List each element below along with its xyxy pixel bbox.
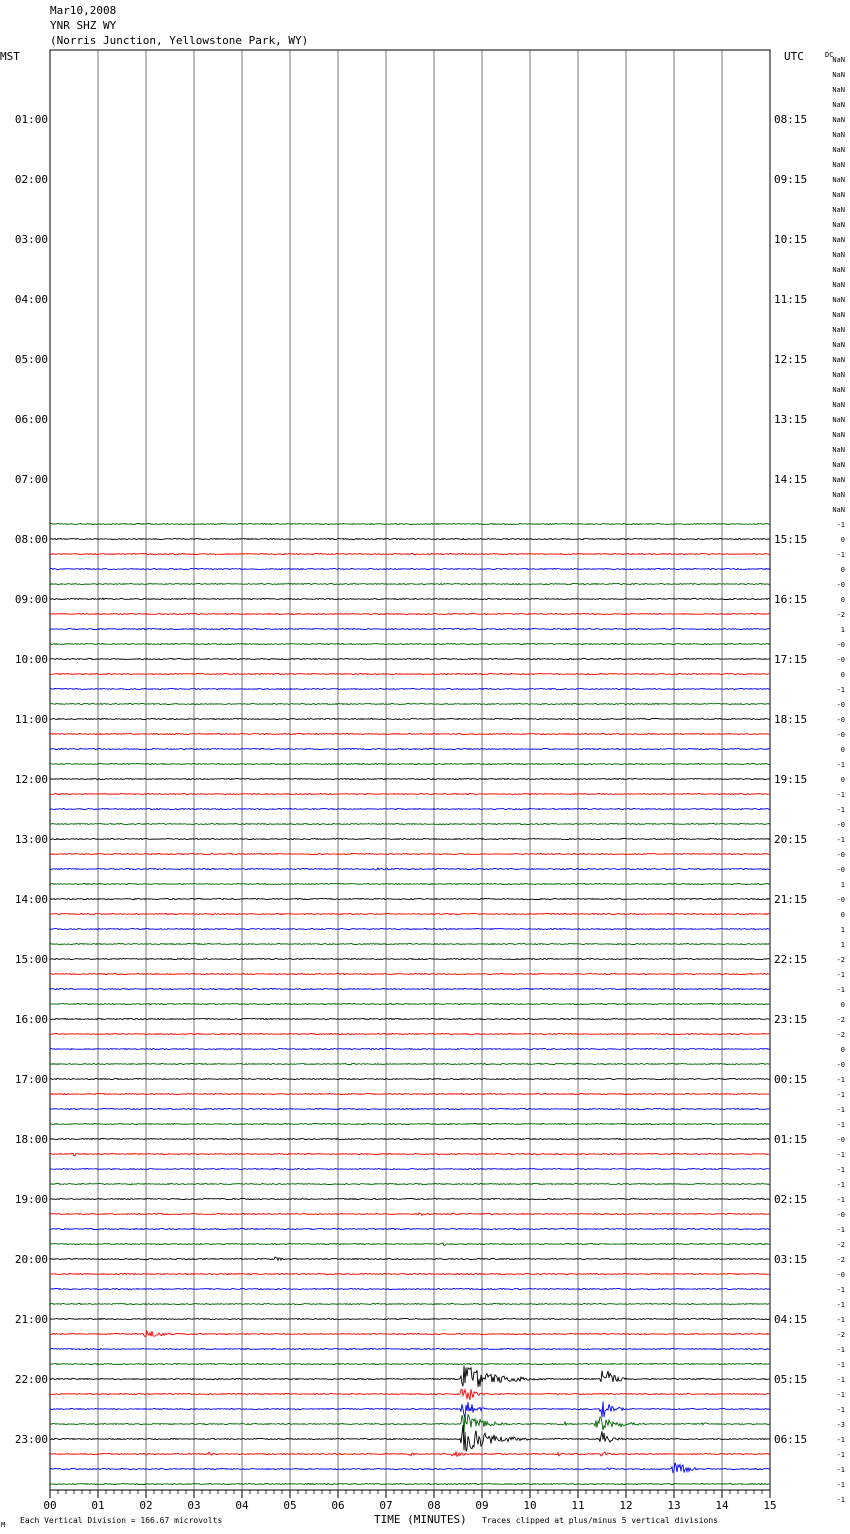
trace-line [50, 1064, 770, 1065]
dc-offset-value: 0 [840, 566, 845, 574]
dc-offset-value: NaN [832, 116, 845, 124]
utc-hour-label: 18:15 [774, 713, 808, 726]
utc-hour-label: 06:15 [774, 1433, 808, 1446]
dc-offset-value: -1 [836, 1391, 845, 1399]
dc-offset-value: -1 [836, 1346, 845, 1354]
dc-offset-value: NaN [832, 266, 845, 274]
dc-offset-value: -1 [836, 1151, 845, 1159]
trace-line [50, 959, 770, 960]
dc-offset-value: 0 [840, 911, 845, 919]
mst-hour-label: 15:00 [14, 953, 48, 966]
dc-offset-value: -1 [836, 1481, 845, 1489]
utc-hour-label: 10:15 [774, 233, 808, 246]
utc-hour-label: 11:15 [774, 293, 808, 306]
dc-offset-value: NaN [832, 131, 845, 139]
dc-offset-value: -0 [836, 641, 845, 649]
dc-offset-value: NaN [832, 371, 845, 379]
date-label: Mar10,2008 [50, 4, 117, 17]
dc-offset-value: -1 [836, 1496, 845, 1504]
x-tick-label: 14 [715, 1499, 729, 1512]
dc-offset-value: NaN [832, 341, 845, 349]
trace-line [50, 569, 770, 570]
mst-hour-label: 05:00 [14, 353, 48, 366]
trace-line [50, 1274, 770, 1275]
x-tick-label: 12 [619, 1499, 633, 1512]
trace-line [50, 794, 770, 795]
mst-hour-label: 16:00 [14, 1013, 48, 1026]
dc-offset-value: -1 [836, 1361, 845, 1369]
dc-offset-value: NaN [832, 146, 845, 154]
dc-offset-value: -2 [836, 611, 845, 619]
dc-offset-value: 1 [840, 941, 845, 949]
dc-offset-value: -1 [836, 1181, 845, 1189]
trace-line [50, 824, 770, 825]
trace-line [50, 868, 770, 870]
utc-hour-label: 22:15 [774, 953, 808, 966]
dc-offset-value: 0 [840, 776, 845, 784]
dc-offset-value: NaN [832, 296, 845, 304]
dc-offset-value: -2 [836, 1256, 845, 1264]
dc-offset-value: -0 [836, 731, 845, 739]
utc-hour-label: 14:15 [774, 473, 808, 486]
mst-hour-label: 10:00 [14, 653, 48, 666]
trace-line [50, 749, 770, 750]
dc-offset-value: -0 [836, 851, 845, 859]
trace-line [50, 1049, 770, 1050]
utc-hour-label: 23:15 [774, 1013, 808, 1026]
utc-hour-label: 19:15 [774, 773, 808, 786]
trace-line [50, 914, 770, 915]
trace-line [50, 764, 770, 765]
plot-frame [50, 50, 770, 1498]
dc-offset-value: NaN [832, 221, 845, 229]
dc-offset-value: -1 [836, 1106, 845, 1114]
x-tick-label: 02 [139, 1499, 153, 1512]
utc-hour-label: 03:15 [774, 1253, 808, 1266]
dc-offset-value: 0 [840, 746, 845, 754]
x-tick-label: 11 [571, 1499, 585, 1512]
trace-line [50, 1004, 770, 1005]
mst-hour-label: 06:00 [14, 413, 48, 426]
right-timezone-label: UTC [784, 50, 804, 63]
mst-hour-label: 12:00 [14, 773, 48, 786]
dc-offset-value: -0 [836, 821, 845, 829]
dc-offset-value: NaN [832, 386, 845, 394]
dc-offset-value: NaN [832, 176, 845, 184]
mst-hour-label: 07:00 [14, 473, 48, 486]
dc-offset-value: -2 [836, 1031, 845, 1039]
dc-offset-value: -0 [836, 656, 845, 664]
mst-hour-label: 03:00 [14, 233, 48, 246]
dc-offset-value: -1 [836, 1316, 845, 1324]
trace-line [50, 1213, 770, 1216]
trace-line [50, 1109, 770, 1110]
x-tick-label: 04 [235, 1499, 249, 1512]
dc-offset-value: -2 [836, 1331, 845, 1339]
clip-note: Traces clipped at plus/minus 5 vertical divisions [482, 1516, 719, 1525]
trace-line [50, 1414, 770, 1432]
dc-offset-value: NaN [832, 461, 845, 469]
dc-offset-value: -0 [836, 1136, 845, 1144]
dc-offset-value: NaN [832, 236, 845, 244]
x-tick-label: 10 [523, 1499, 537, 1512]
trace-line [50, 613, 770, 614]
dc-offset-value: -0 [836, 896, 845, 904]
dc-offset-value: NaN [832, 506, 845, 514]
trace-line [50, 1349, 770, 1350]
utc-hour-label: 04:15 [774, 1313, 808, 1326]
dc-offset-value: -2 [836, 1016, 845, 1024]
mst-hour-label: 21:00 [14, 1313, 48, 1326]
trace-line [50, 1199, 770, 1200]
dc-offset-value: -1 [836, 791, 845, 799]
trace-line [50, 538, 770, 539]
dc-offset-value: -1 [836, 1376, 845, 1384]
dc-offset-value: NaN [832, 191, 845, 199]
utc-hour-label: 05:15 [774, 1373, 808, 1386]
x-tick-label: 00 [43, 1499, 57, 1512]
trace-line [50, 1169, 770, 1170]
dc-offset-value: -1 [836, 1436, 845, 1444]
dc-offset-value: -1 [836, 1166, 845, 1174]
utc-hour-label: 01:15 [774, 1133, 808, 1146]
dc-offset-value: -1 [836, 1451, 845, 1459]
trace-line [50, 524, 770, 525]
dc-offset-value: NaN [832, 326, 845, 334]
dc-offset-value: -1 [836, 551, 845, 559]
x-tick-label: 09 [475, 1499, 489, 1512]
dc-offset-value: -1 [836, 971, 845, 979]
corner-mark: M [1, 1521, 6, 1529]
dc-offset-value: -1 [836, 1226, 845, 1234]
mst-hour-label: 09:00 [14, 593, 48, 606]
dc-offset-value: -0 [836, 716, 845, 724]
dc-offset-value: NaN [832, 206, 845, 214]
dc-offset-value: NaN [832, 86, 845, 94]
trace-line [50, 734, 770, 735]
dc-offset-value: NaN [832, 431, 845, 439]
trace-line [50, 779, 770, 780]
trace-line [50, 809, 770, 810]
dc-offset-value: 0 [840, 671, 845, 679]
dc-offset-value: 1 [840, 881, 845, 889]
dc-offset-value: -0 [836, 866, 845, 874]
dc-offset-value: -1 [836, 686, 845, 694]
dc-offset-value: 1 [840, 626, 845, 634]
trace-line [50, 974, 770, 975]
trace-line [50, 1079, 770, 1080]
dc-offset-value: -1 [836, 1076, 845, 1084]
dc-offset-value: -3 [836, 1421, 845, 1429]
trace-line [50, 584, 770, 585]
trace-line [50, 659, 770, 660]
utc-hour-label: 12:15 [774, 353, 808, 366]
axis-labels [15, 56, 845, 1512]
trace-line [50, 1364, 770, 1365]
trace-line [50, 689, 770, 690]
trace-line [50, 1304, 770, 1305]
trace-line [50, 1484, 770, 1485]
trace-line [50, 1184, 770, 1185]
station-label: YNR SHZ WY [50, 19, 117, 32]
dc-offset-value: NaN [832, 56, 845, 64]
trace-line [50, 1452, 770, 1456]
utc-hour-label: 17:15 [774, 653, 808, 666]
dc-offset-value: -0 [836, 581, 845, 589]
dc-offset-value: NaN [832, 491, 845, 499]
dc-offset-value: 0 [840, 536, 845, 544]
mst-hour-label: 23:00 [14, 1433, 48, 1446]
dc-offset-value: NaN [832, 476, 845, 484]
x-tick-label: 08 [427, 1499, 441, 1512]
x-tick-label: 05 [283, 1499, 297, 1512]
trace-line [50, 704, 770, 705]
dc-offset-value: -1 [836, 1301, 845, 1309]
trace-line [50, 1094, 770, 1095]
dc-offset-value: -0 [836, 1061, 845, 1069]
dc-offset-value: 1 [840, 926, 845, 934]
x-axis-title: TIME (MINUTES) [374, 1513, 467, 1526]
seismic-traces [50, 524, 770, 1485]
utc-hour-label: 02:15 [774, 1193, 808, 1206]
mst-hour-label: 13:00 [14, 833, 48, 846]
trace-line [50, 1289, 770, 1290]
x-tick-label: 15 [763, 1499, 777, 1512]
dc-offset-value: -1 [836, 986, 845, 994]
dc-offset-value: NaN [832, 101, 845, 109]
utc-hour-label: 13:15 [774, 413, 808, 426]
trace-line [50, 1331, 770, 1337]
dc-offset-value: -1 [836, 1406, 845, 1414]
x-tick-label: 06 [331, 1499, 345, 1512]
trace-line [50, 1257, 770, 1260]
trace-line [50, 944, 770, 945]
dc-offset-value: NaN [832, 356, 845, 364]
trace-line [50, 1139, 770, 1140]
trace-line [50, 644, 770, 645]
utc-hour-label: 16:15 [774, 593, 808, 606]
dc-offset-value: -2 [836, 1241, 845, 1249]
trace-line [50, 1153, 770, 1156]
left-timezone-label: MST [0, 50, 20, 63]
trace-line [50, 1425, 770, 1451]
utc-hour-label: 21:15 [774, 893, 808, 906]
trace-line [50, 854, 770, 855]
utc-hour-label: 08:15 [774, 113, 808, 126]
trace-line [50, 1229, 770, 1230]
trace-line [50, 1124, 770, 1125]
trace-line [50, 839, 770, 840]
dc-offset-value: NaN [832, 311, 845, 319]
trace-line [50, 554, 770, 555]
dc-offset-value: NaN [832, 161, 845, 169]
dc-offset-value: -0 [836, 701, 845, 709]
dc-offset-value: 0 [840, 1001, 845, 1009]
dc-offset-value: -1 [836, 1091, 845, 1099]
mst-hour-label: 14:00 [14, 893, 48, 906]
mst-hour-label: 22:00 [14, 1373, 48, 1386]
trace-line [50, 598, 770, 600]
trace-line [50, 929, 770, 930]
utc-hour-label: 09:15 [774, 173, 808, 186]
dc-offset-value: -1 [836, 761, 845, 769]
trace-line [50, 1243, 770, 1246]
x-tick-label: 13 [667, 1499, 681, 1512]
location-label: (Norris Junction, Yellowstone Park, WY) [50, 34, 309, 47]
utc-hour-label: 00:15 [774, 1073, 808, 1086]
dc-offset-value: -1 [836, 836, 845, 844]
mst-hour-label: 18:00 [14, 1133, 48, 1146]
dc-offset-value: -0 [836, 1211, 845, 1219]
trace-line [50, 1463, 770, 1473]
trace-line [50, 719, 770, 720]
x-tick-label: 03 [187, 1499, 201, 1512]
mst-hour-label: 08:00 [14, 533, 48, 546]
dc-header: DC [825, 51, 834, 59]
mst-hour-label: 01:00 [14, 113, 48, 126]
trace-line [50, 674, 770, 675]
trace-line [50, 899, 770, 900]
trace-line [50, 1366, 770, 1387]
trace-line [50, 1319, 770, 1320]
mst-hour-label: 19:00 [14, 1193, 48, 1206]
mst-hour-label: 11:00 [14, 713, 48, 726]
dc-offset-value: NaN [832, 281, 845, 289]
mst-hour-label: 04:00 [14, 293, 48, 306]
dc-offset-value: 0 [840, 1046, 845, 1054]
trace-line [50, 884, 770, 885]
dc-offset-value: 0 [840, 596, 845, 604]
trace-line [50, 1018, 770, 1019]
trace-line [50, 1389, 770, 1400]
dc-offset-value: NaN [832, 71, 845, 79]
utc-hour-label: 15:15 [774, 533, 808, 546]
dc-offset-value: -1 [836, 521, 845, 529]
mst-hour-label: 02:00 [14, 173, 48, 186]
dc-offset-value: -1 [836, 1196, 845, 1204]
x-tick-label: 01 [91, 1499, 105, 1512]
utc-hour-label: 20:15 [774, 833, 808, 846]
x-tick-label: 07 [379, 1499, 393, 1512]
trace-line [50, 989, 770, 990]
dc-offset-value: NaN [832, 416, 845, 424]
dc-offset-value: -1 [836, 1286, 845, 1294]
trace-line [50, 1034, 770, 1035]
dc-offset-value: -0 [836, 1271, 845, 1279]
dc-offset-value: -1 [836, 806, 845, 814]
dc-offset-value: NaN [832, 251, 845, 259]
scale-note: Each Vertical Division = 166.67 microvolts [20, 1516, 223, 1525]
dc-offset-value: -1 [836, 1121, 845, 1129]
dc-offset-value: NaN [832, 446, 845, 454]
mst-hour-label: 17:00 [14, 1073, 48, 1086]
trace-line [50, 629, 770, 630]
dc-offset-value: -2 [836, 956, 845, 964]
dc-offset-value: -1 [836, 1466, 845, 1474]
mst-hour-label: 20:00 [14, 1253, 48, 1266]
dc-offset-value: NaN [832, 401, 845, 409]
trace-line [50, 1401, 770, 1418]
